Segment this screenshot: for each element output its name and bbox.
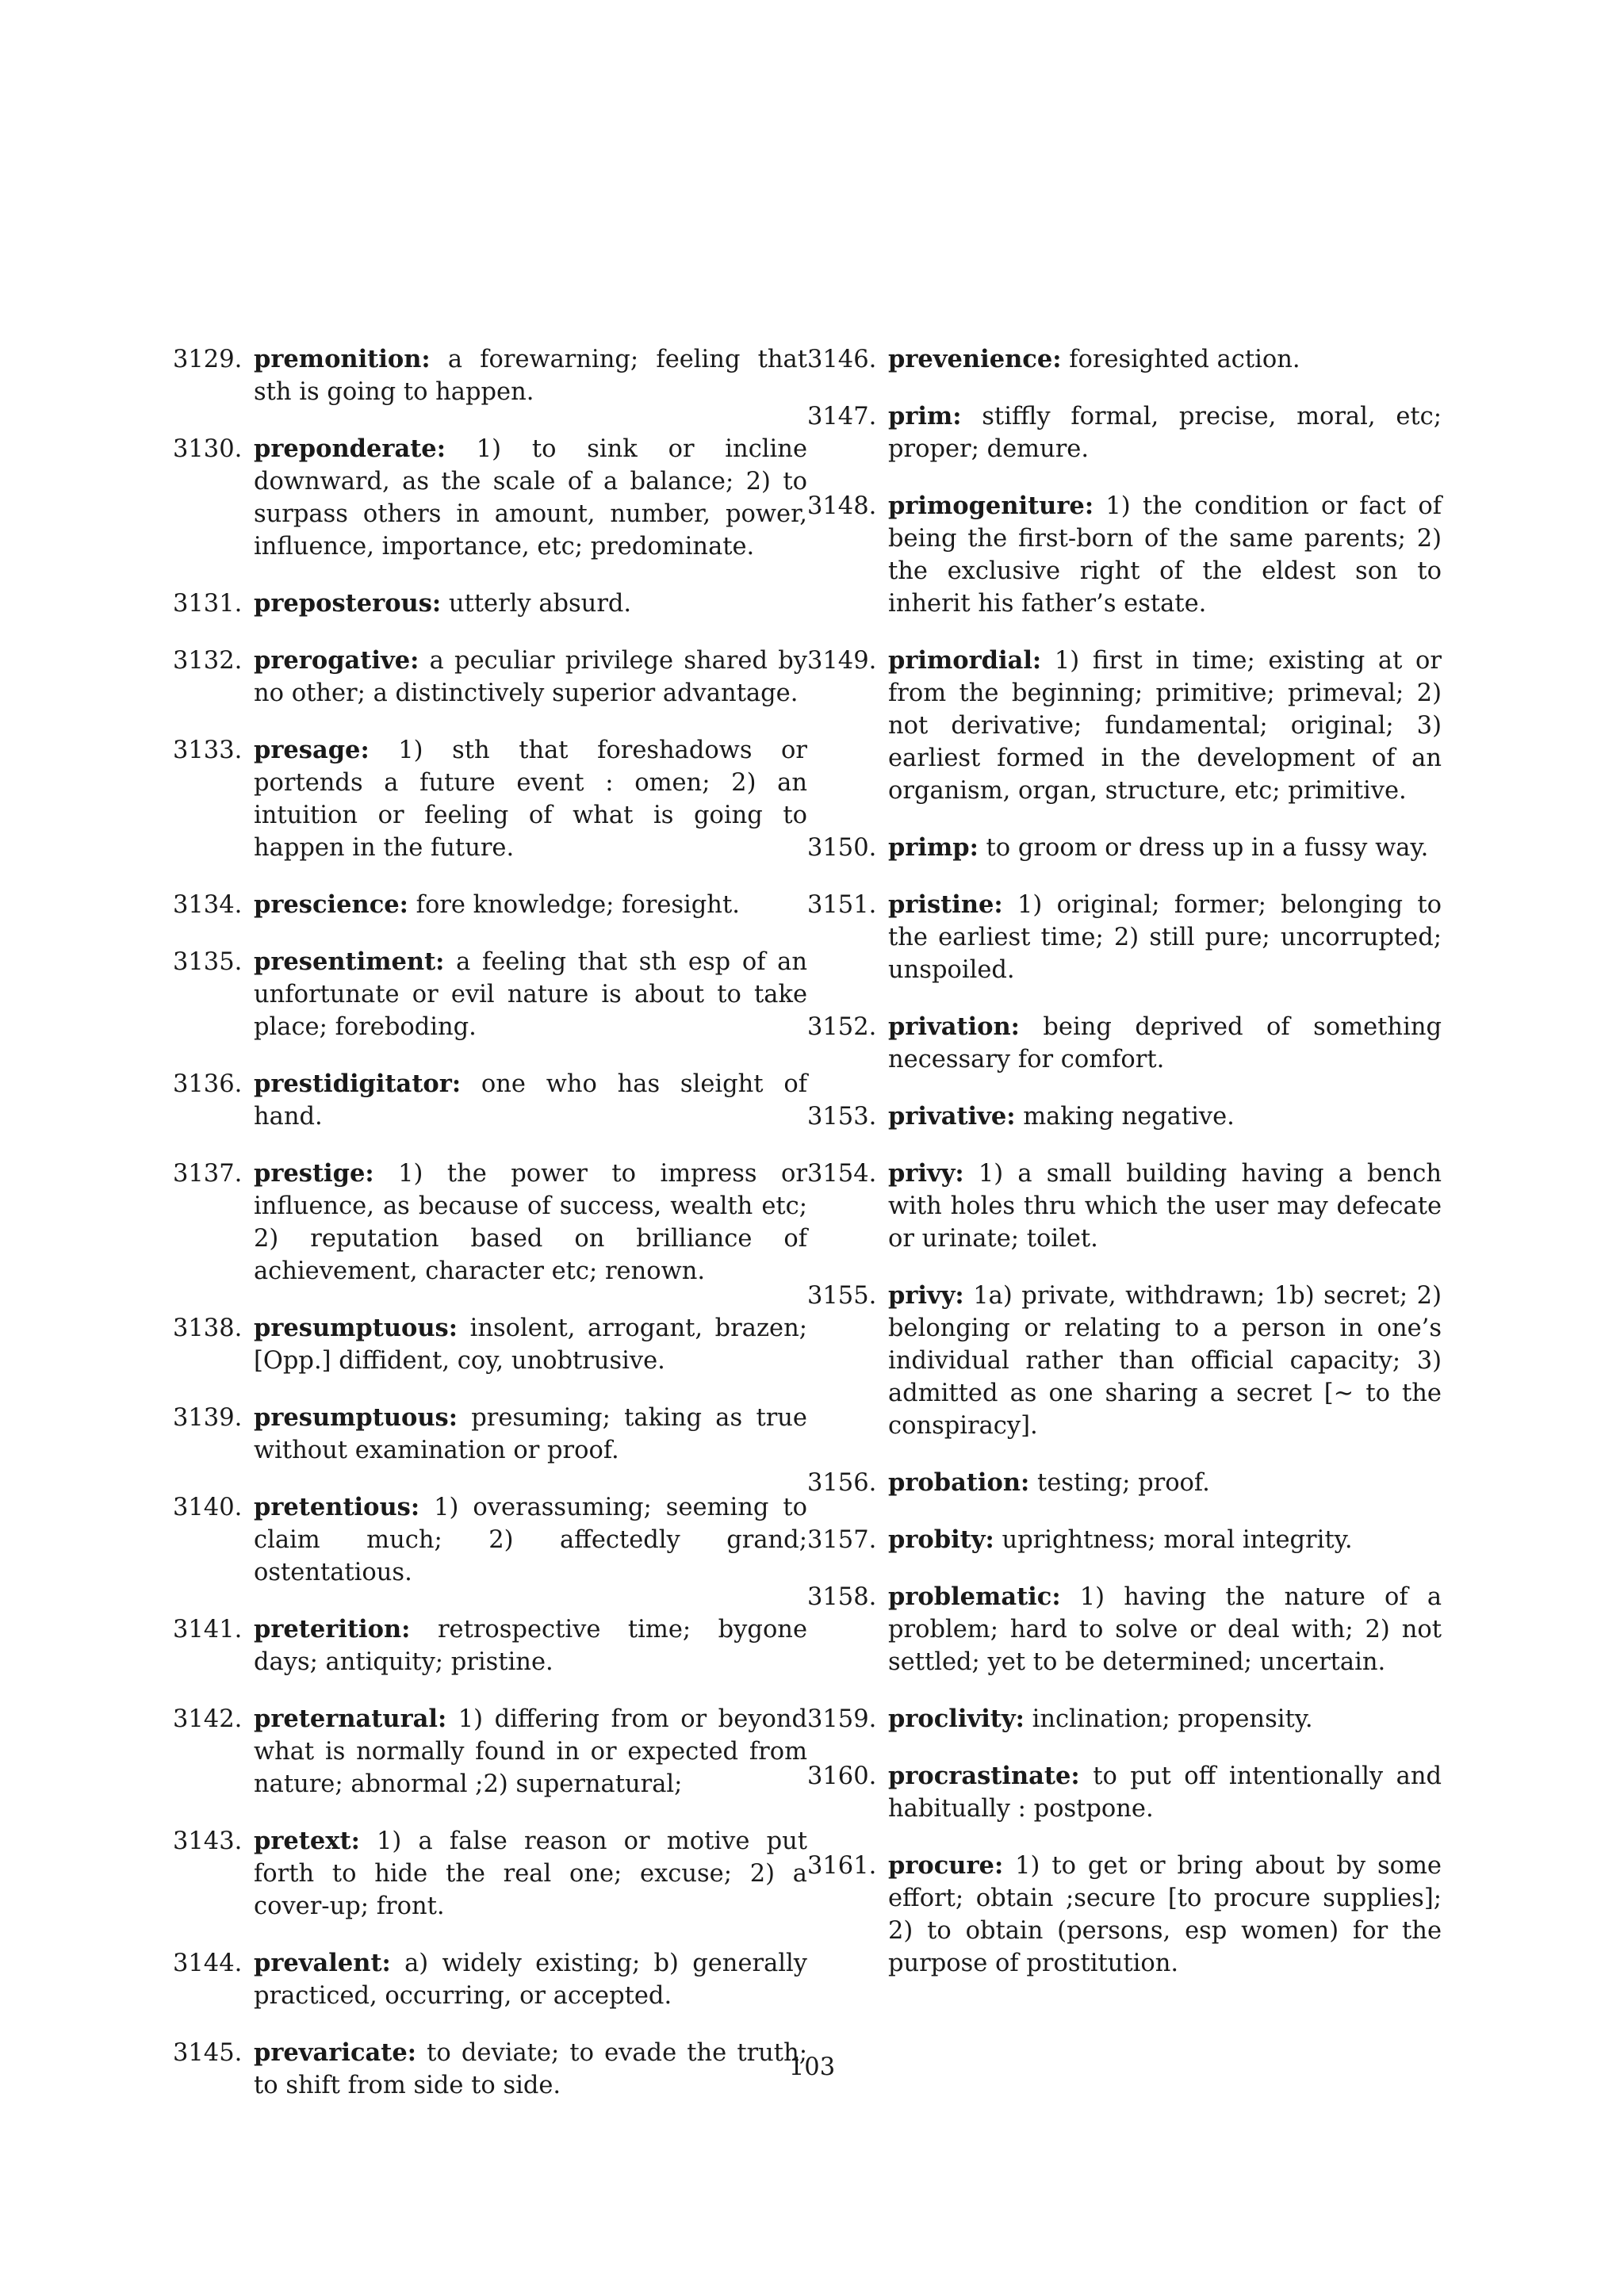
entry-3155	[807, 1280, 1442, 1442]
entry-definition: being deprived of something necessary for comfort.	[888, 1013, 1442, 1073]
entry-3158	[807, 1581, 1442, 1678]
entry-word: preponderate:	[254, 434, 446, 463]
entry-definition: presuming; taking as true without examination or proof.	[254, 1404, 807, 1464]
entry-word: privative:	[888, 1102, 1016, 1131]
entry-word: premonition:	[254, 345, 431, 373]
entry-number: 3155.	[807, 1282, 877, 1310]
entry-3160	[807, 1760, 1442, 1825]
entry-3137	[173, 1158, 807, 1288]
entry-word: preterition:	[254, 1615, 411, 1644]
entry-definition: insolent, arrogant, brazen; [Opp.] diffident, coy, unobtrusive.	[254, 1314, 807, 1375]
entry-number: 3142.	[173, 1705, 243, 1733]
entry-number: 3161.	[807, 1852, 877, 1880]
entry-number: 3140.	[173, 1494, 243, 1521]
entry-definition: foresighted action.	[1069, 346, 1300, 373]
entry-word: prestige:	[254, 1159, 374, 1188]
entry-word: presage:	[254, 736, 370, 764]
left-column	[173, 343, 807, 2126]
entry-number: 3159.	[807, 1705, 877, 1733]
entry-definition: utterly absurd.	[448, 590, 632, 618]
entry-3154	[807, 1158, 1442, 1255]
entry-definition: a forewarning; feeling that sth is going to happen.	[254, 346, 807, 406]
entry-definition: 1) original; former; belonging to the earliest time; 2) still pure; uncorrupted; unspoiled.	[888, 891, 1442, 984]
entry-number: 3129.	[173, 346, 243, 373]
entry-definition: retrospective time; bygone days; antiquity; pristine.	[254, 1616, 807, 1676]
entry-number: 3146.	[807, 346, 877, 373]
entry-definition: making negative.	[1023, 1103, 1235, 1131]
entry-3151	[807, 889, 1442, 986]
entry-word: primordial:	[888, 646, 1042, 675]
entry-3161	[807, 1850, 1442, 1980]
entry-number: 3152.	[807, 1013, 877, 1041]
entry-3136	[173, 1068, 807, 1133]
entry-3148	[807, 490, 1442, 620]
entry-word: privy:	[888, 1281, 964, 1310]
entry-number: 3131.	[173, 590, 243, 618]
entry-3156	[807, 1467, 1442, 1499]
entry-number: 3156.	[807, 1469, 877, 1497]
entry-number: 3150.	[807, 834, 877, 862]
entry-number: 3139.	[173, 1404, 243, 1432]
entry-3146	[807, 343, 1442, 376]
entry-word: pretentious:	[254, 1493, 420, 1521]
entry-word: primogeniture:	[888, 492, 1094, 520]
entry-word: preternatural:	[254, 1705, 447, 1733]
entry-word: prevaricate:	[254, 2038, 417, 2067]
entry-3135	[173, 946, 807, 1043]
entry-number: 3136.	[173, 1070, 243, 1098]
entry-word: proclivity:	[888, 1705, 1025, 1733]
entry-word: privation:	[888, 1012, 1020, 1041]
entry-definition: 1) the power to impress or influence, as because of success, wealth etc; 2) reputation based on brilliance of achievement, character etc; renown.	[254, 1160, 807, 1285]
entry-definition: 1) overassuming; seeming to claim much; 2) affectedly grand; ostentatious.	[254, 1494, 807, 1586]
entry-3147	[807, 400, 1442, 465]
entry-definition: testing; proof.	[1036, 1469, 1210, 1497]
entry-number: 3160.	[807, 1762, 877, 1790]
entry-word: prerogative:	[254, 646, 419, 675]
entry-word: probity:	[888, 1525, 994, 1554]
entry-number: 3151.	[807, 891, 877, 919]
entry-definition: inclination; propensity.	[1032, 1705, 1313, 1733]
entry-definition: 1) having the nature of a problem; hard to solve or deal with; 2) not settled; yet to be determined; uncertain.	[888, 1583, 1442, 1676]
entry-number: 3141.	[173, 1616, 243, 1644]
entry-word: primp:	[888, 833, 979, 862]
entry-3149	[807, 645, 1442, 807]
entry-definition: to deviate; to evade the truth; to shift from side to side.	[254, 2039, 807, 2099]
entry-number: 3147.	[807, 403, 877, 430]
entry-word: procure:	[888, 1851, 1004, 1880]
entry-3131	[173, 587, 807, 620]
entry-word: presumptuous:	[254, 1403, 458, 1432]
entry-number: 3132.	[173, 647, 243, 675]
entry-number: 3143.	[173, 1827, 243, 1855]
entry-3159	[807, 1703, 1442, 1735]
entry-definition: 1) to get or bring about by some effort; obtain ;secure [to procure supplies]; 2) to obtain (persons, esp women) for the purpose of prostitution.	[888, 1852, 1442, 1977]
entry-3141	[173, 1613, 807, 1678]
entry-definition: a peculiar privilege shared by no other; a distinctively superior advantage.	[254, 647, 807, 707]
entry-3140	[173, 1491, 807, 1589]
entry-word: pristine:	[888, 890, 1003, 919]
entry-3138	[173, 1312, 807, 1377]
entry-3130	[173, 433, 807, 563]
entry-word: prevalent:	[254, 1949, 391, 1977]
entry-word: pretext:	[254, 1827, 360, 1855]
page-number: 103	[788, 2053, 836, 2081]
entry-definition: 1) to sink or incline downward, as the scale of a balance; 2) to surpass others in amount, number, power, influence, importance, etc; predominate.	[254, 435, 807, 561]
entry-3152	[807, 1011, 1442, 1076]
entry-definition: 1) the condition or fact of being the first-born of the same parents; 2) the exclusive right of the eldest son to inherit his father’s estate.	[888, 492, 1442, 618]
entry-definition: 1) a false reason or motive put forth to hide the real one; excuse; 2) a cover-up; front.	[254, 1827, 807, 1920]
entry-number: 3144.	[173, 1950, 243, 1977]
entry-3144	[173, 1947, 807, 2012]
entry-definition: stiffly formal, precise, moral, etc; proper; demure.	[888, 403, 1442, 463]
entry-definition: 1) differing from or beyond what is normally found in or expected from nature; abnormal ;2) supernatural;	[254, 1705, 808, 1798]
entry-number: 3145.	[173, 2039, 243, 2067]
entry-3132	[173, 645, 807, 710]
entry-definition: 1a) private, withdrawn; 1b) secret; 2) belonging or relating to a person in one’s individual rather than official capacity; 3) admitted as one sharing a secret [∼ to the conspiracy].	[888, 1282, 1442, 1440]
entry-definition: a) widely existing; b) generally practiced, occurring, or accepted.	[254, 1950, 807, 2010]
entry-word: prestidigitator:	[254, 1070, 462, 1098]
entry-number: 3158.	[807, 1583, 877, 1611]
entry-word: problematic:	[888, 1582, 1061, 1611]
entry-3133	[173, 734, 807, 864]
entry-word: probation:	[888, 1468, 1030, 1497]
entry-definition: 1) a small building having a bench with holes thru which the user may defecate or urinate; toilet.	[888, 1160, 1442, 1253]
entry-definition: a feeling that sth esp of an unfortunate or evil nature is about to take place; foreboding.	[254, 948, 807, 1041]
entry-3157	[807, 1524, 1442, 1556]
entry-definition: to groom or dress up in a fussy way.	[986, 834, 1429, 862]
entry-number: 3148.	[807, 492, 877, 520]
entry-word: privy:	[888, 1159, 964, 1188]
entry-number: 3134.	[173, 891, 243, 919]
entry-word: procrastinate:	[888, 1762, 1080, 1790]
entry-3129	[173, 343, 807, 408]
entry-number: 3130.	[173, 435, 243, 463]
entry-definition: 1) sth that foreshadows or portends a future event : omen; 2) an intuition or feeling of what is going to happen in the future.	[254, 737, 807, 862]
entry-number: 3135.	[173, 948, 243, 976]
entry-number: 3138.	[173, 1314, 243, 1342]
entry-definition: uprightness; moral integrity.	[1002, 1526, 1353, 1554]
entry-definition: fore knowledge; foresight.	[416, 891, 740, 919]
entry-definition: to put off intentionally and habitually : postpone.	[888, 1762, 1442, 1823]
entry-3139	[173, 1402, 807, 1467]
entry-number: 3149.	[807, 647, 877, 675]
entry-number: 3153.	[807, 1103, 877, 1131]
entry-word: presentiment:	[254, 947, 445, 976]
entry-number: 3157.	[807, 1526, 877, 1554]
entry-definition: one who has sleight of hand.	[254, 1070, 807, 1131]
right-column	[807, 343, 1442, 2004]
entry-3153	[807, 1100, 1442, 1133]
entry-number: 3133.	[173, 737, 243, 764]
entry-word: prescience:	[254, 890, 408, 919]
entry-3150	[807, 832, 1442, 864]
entry-3143	[173, 1825, 807, 1923]
entry-word: preposterous:	[254, 589, 442, 618]
entry-3134	[173, 889, 807, 921]
entry-number: 3154.	[807, 1160, 877, 1188]
entry-word: prim:	[888, 402, 962, 430]
entry-word: presumptuous:	[254, 1314, 458, 1342]
entry-definition: 1) first in time; existing at or from the beginning; primitive; primeval; 2) not derivative; fundamental; original; 3) earliest formed in the development of an organism, organ, structure, etc; primitive.	[888, 647, 1442, 805]
entry-word: prevenience:	[888, 345, 1062, 373]
entry-number: 3137.	[173, 1160, 243, 1188]
entry-3142	[173, 1703, 807, 1800]
